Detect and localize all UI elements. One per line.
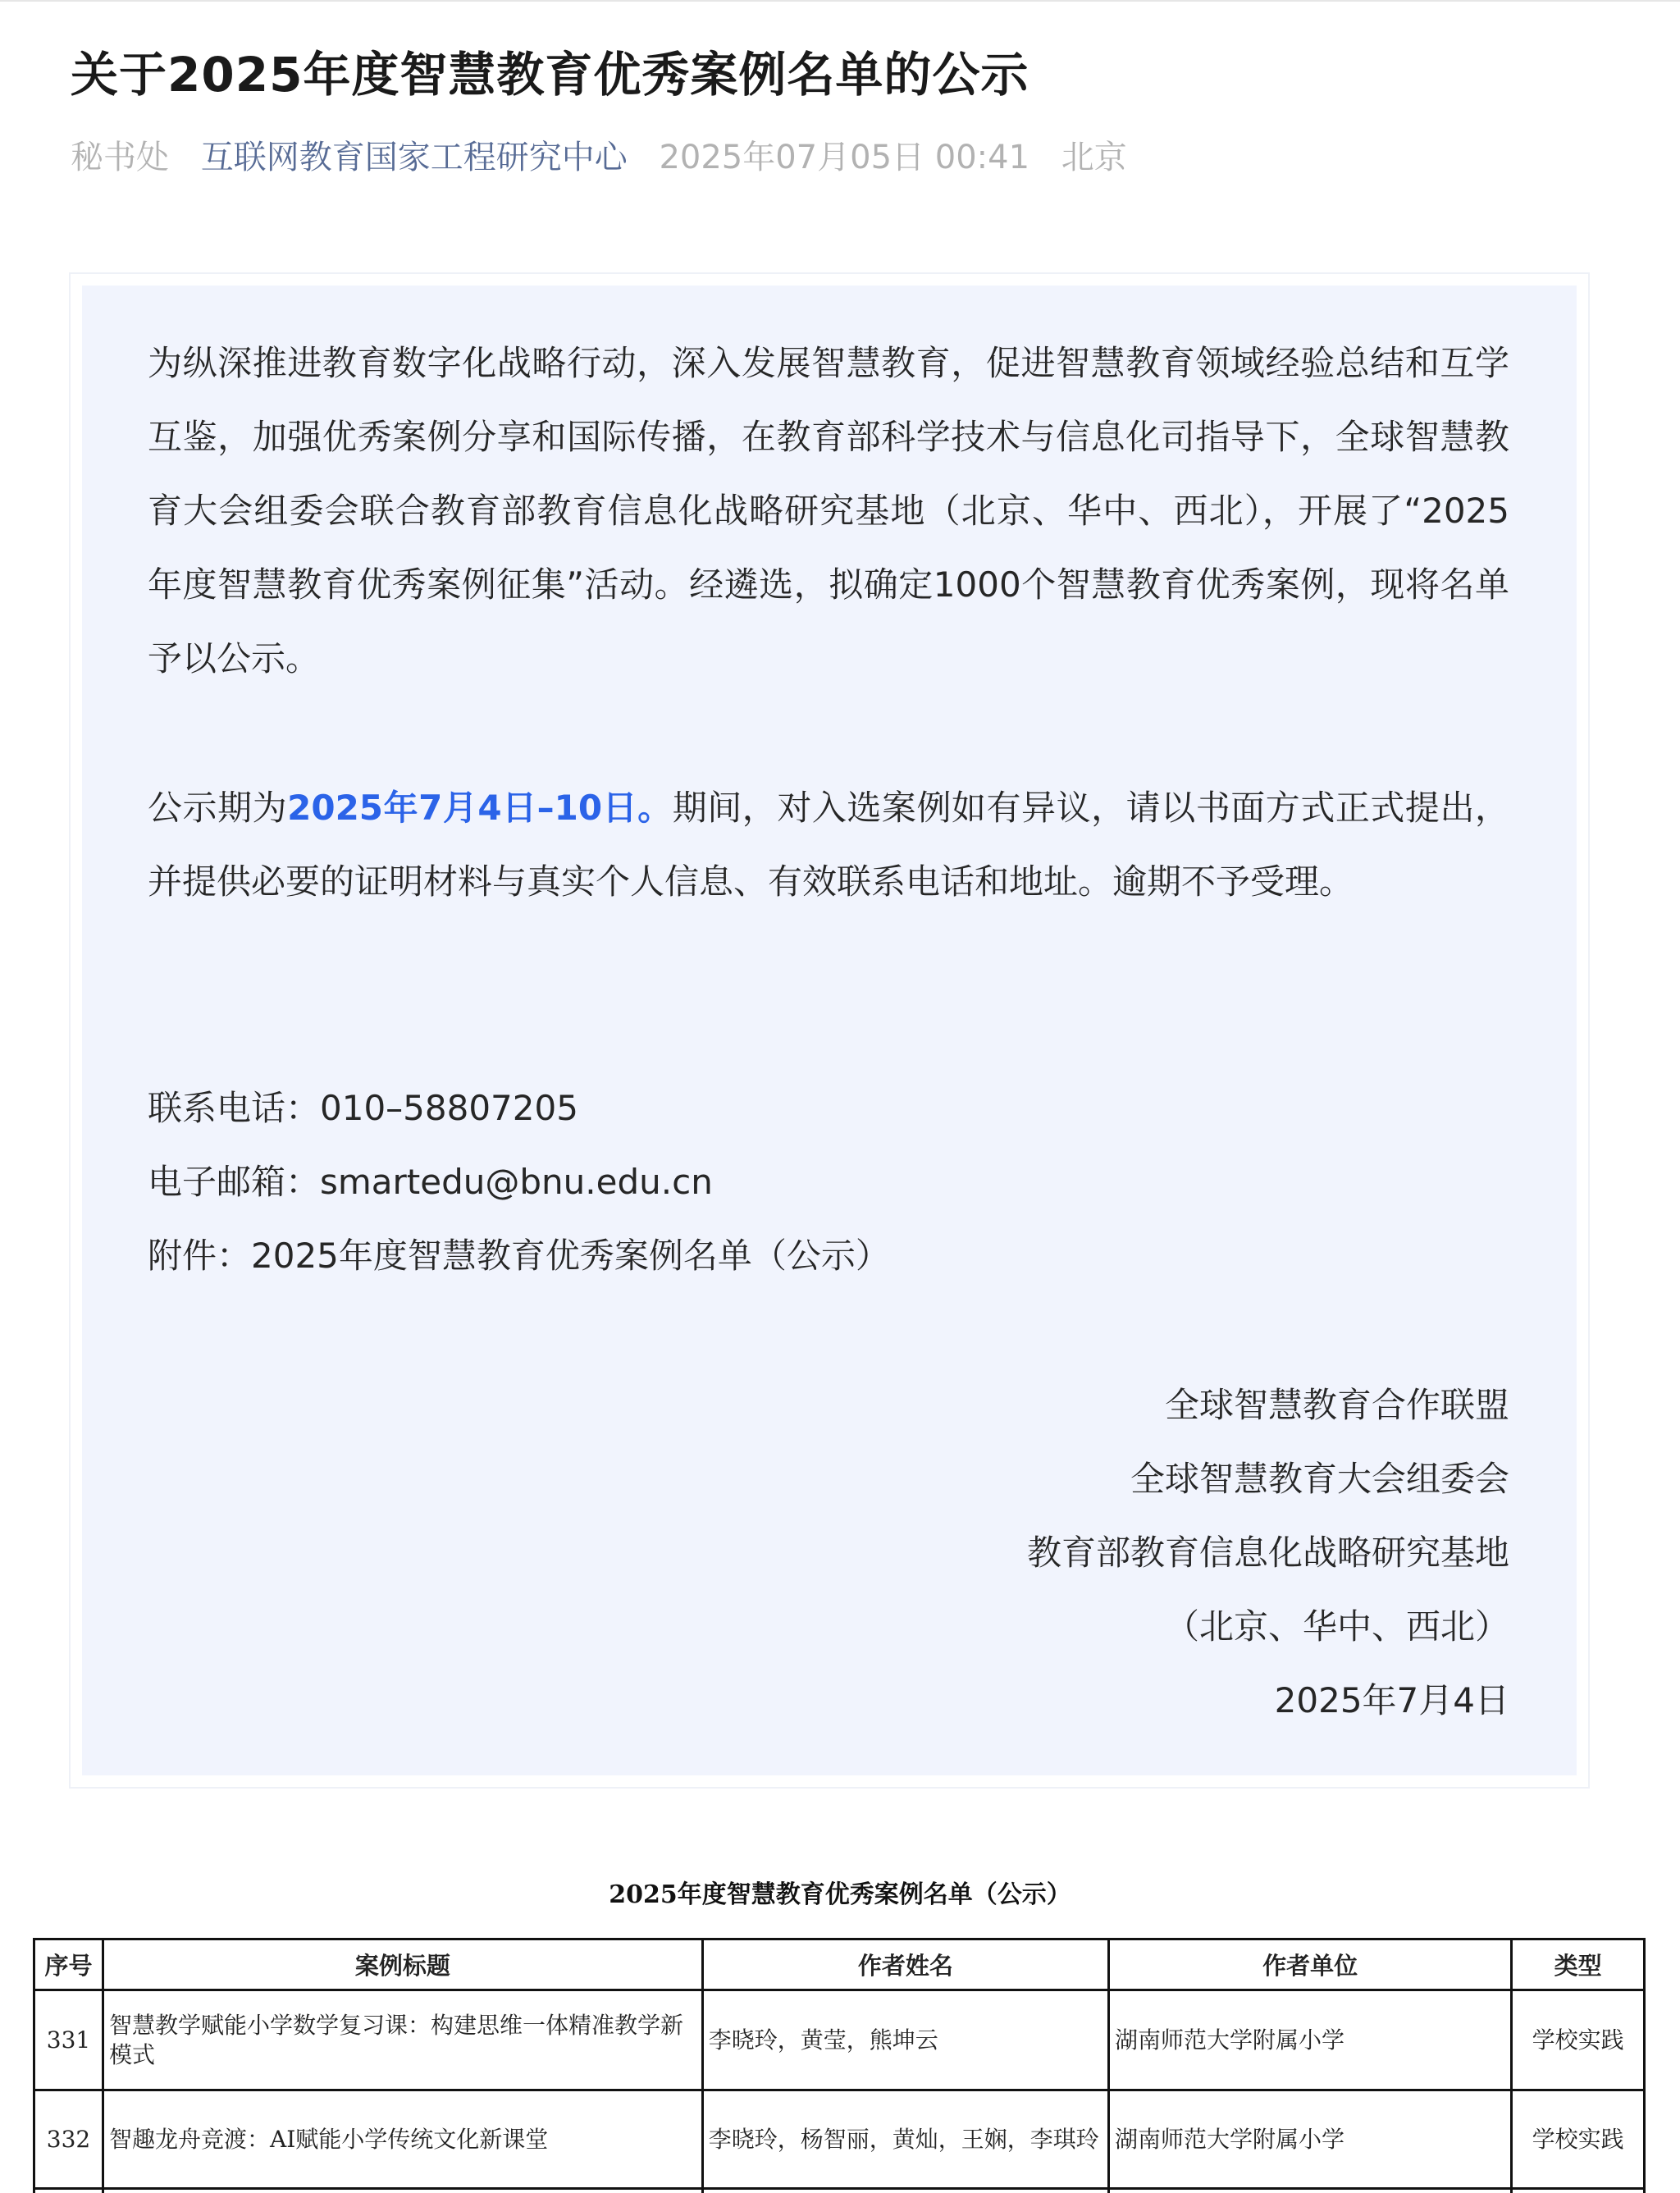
signature-regions: （北京、华中、西北） (1164, 1606, 1509, 1647)
header-org: 作者单位 (1109, 1939, 1512, 1990)
notice-paragraph-intro: 为纵深推进教育数字化战略行动，深入发展智慧教育，促进智慧教育领域经验总结和互学互鉴，加强优秀案例分享和国际传播，在教育部科学技术与信息化司指导下，全球智慧教育大会组委会联合教育部教育信息化战略研究基地（北京、华中、西北），开展了“2025年度智慧教育优秀案例征集”活动。经遴选，拟确定1000个智慧教育优秀案例，现将名单予以公示。 (148, 343, 1509, 678)
period-dates-highlight: 2025年7月4日–10日。 (287, 788, 673, 828)
table-row (34, 1990, 1645, 2090)
signature-research-base: 教育部教育信息化战略研究基地 (1026, 1533, 1509, 1573)
period-suffix: 期间，对入选案例如有异议，请以书面方式正式提出，并提供必要的证明材料与真实个人信息、有效联系电话和地址。逾期不予受理。 (148, 788, 1509, 902)
contact-email: 电子邮箱：smartedu@bnu.edu.cn (148, 1162, 713, 1202)
article-author: 秘书处 (71, 139, 169, 176)
cell-org: 湖南师范大学附属小学 (1109, 2090, 1512, 2189)
table-header-row (34, 1939, 1645, 1990)
signature-alliance: 全球智慧教育合作联盟 (1164, 1385, 1509, 1425)
cell-num: 332 (34, 2090, 103, 2189)
publish-datetime: 2025年07月05日 00:41 (659, 139, 1030, 176)
cell-empty (103, 2189, 702, 2193)
cell-num: 331 (34, 1990, 103, 2090)
article-title: 关于2025年度智慧教育优秀案例名单的公示 (71, 47, 1029, 103)
cell-empty (702, 2189, 1108, 2193)
cell-empty (1512, 2189, 1645, 2193)
cell-title: 智慧教学赋能小学数学复习课：构建思维一体精准教学新模式 (103, 1990, 702, 2090)
table-row (34, 2090, 1645, 2189)
cell-empty (34, 2189, 103, 2193)
header-title: 案例标题 (103, 1939, 702, 1990)
cell-type: 学校实践 (1512, 2090, 1645, 2189)
cell-authors: 李晓玲，杨智丽，黄灿，王娴，李琪玲 (702, 2090, 1108, 2189)
top-divider (0, 0, 1680, 2)
cell-type: 学校实践 (1512, 1990, 1645, 2090)
cell-title: 智趣龙舟竞渡：AI赋能小学传统文化新课堂 (103, 2090, 702, 2189)
table-caption: 2025年度智慧教育优秀案例名单（公示） (609, 1880, 1071, 1909)
header-authors: 作者姓名 (702, 1939, 1108, 1990)
publish-location: 北京 (1061, 139, 1127, 176)
header-num: 序号 (34, 1939, 103, 1990)
cell-org: 湖南师范大学附属小学 (1109, 1990, 1512, 2090)
header-type: 类型 (1512, 1939, 1645, 1990)
cell-empty (1109, 2189, 1512, 2193)
signature-date: 2025年7月4日 (1274, 1680, 1509, 1720)
period-prefix: 公示期为 (148, 788, 288, 828)
cell-authors: 李晓玲，黄莹，熊坤云 (702, 1990, 1108, 2090)
account-name-link[interactable]: 互联网教育国家工程研究中心 (200, 139, 628, 176)
notice-paragraph-period (148, 771, 1509, 919)
attachment-line: 附件：2025年度智慧教育优秀案例名单（公示） (148, 1236, 890, 1276)
contact-phone: 联系电话：010–58807205 (148, 1088, 578, 1128)
signature-committee: 全球智慧教育大会组委会 (1130, 1459, 1509, 1499)
table-row-partial (34, 2189, 1645, 2193)
article-meta (71, 131, 1148, 178)
case-list-table (33, 1938, 1646, 2193)
